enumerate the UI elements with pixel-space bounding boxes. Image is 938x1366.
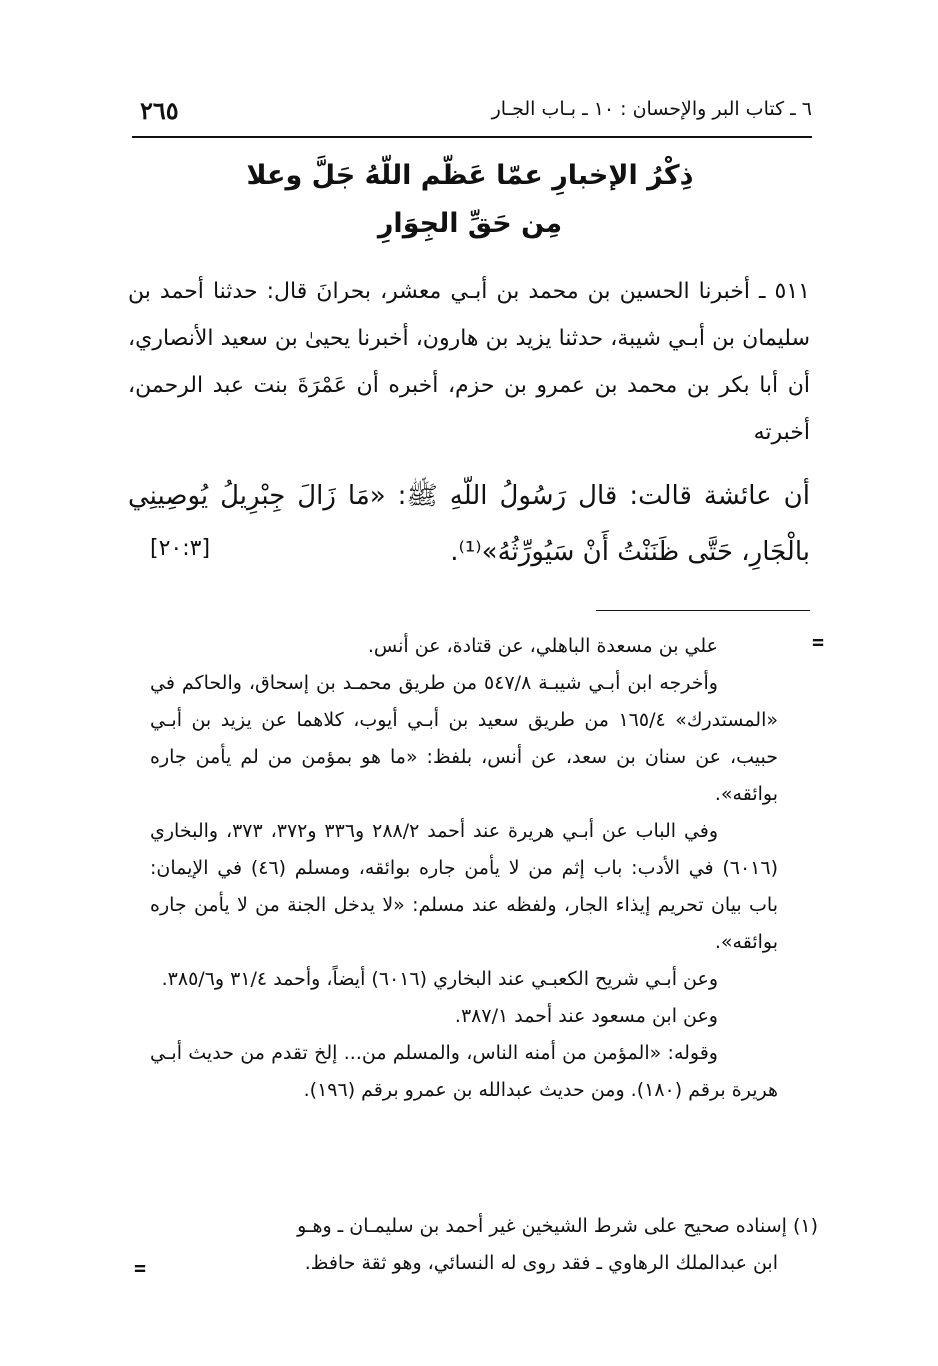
notes-block: [150, 628, 778, 1109]
continuation-mark-bottom: =: [134, 1256, 147, 1280]
note-paragraph: وعن أبـي شريح الكعبـي عند البخاري (٦٠١٦) أيضاً، وأحمد ٣١/٤ و٣٨٥/٦.: [161, 968, 718, 990]
footnote-separator: [596, 610, 810, 611]
hadith-isnad: ٥١١ ـ أخبرنا الحسين بن محمد بن أبـي معشر، بحرانَ قال: حدثنا أحمد بن سليمان بن أبـي شيبة، حدثنا يزيد بن هارون، أخبرنا يحيىٰ بن سعيد الأنصاري، أن أبا بكر بن محمد بن عمرو بن حزم، أخبره أن عَمْرَةَ بنت عبد الرحمن، أخبرته: [128, 279, 810, 445]
running-header: [132, 96, 812, 138]
footnote-line-1: (١) إسناده صحيح على شرط الشيخين غير أحمد بن سليمـان ـ وهـو: [297, 1215, 818, 1237]
running-title: ٦ ـ كتاب البر والإحسان : ١٠ ـ بـاب الجـار: [491, 98, 812, 120]
note-paragraph: وفي الباب عن أبـي هريرة عند أحمد ٢٨٨/٢ و٣٣٦ و٣٧٢، ٣٧٣، والبخاري (٦٠١٦) في الأدب: باب إثم من لا يأمن جاره بوائقه، ومسلم (٤٦) في الإيمان: باب بيان تحريم إيذاء الجار، ولفظه عند مسلم: «لا يدخل الجنة من لا يأمن جاره بوائقه».: [150, 820, 778, 953]
note-paragraph: علي بن مسعدة الباهلي، عن قتادة، عن أنس.: [367, 635, 718, 657]
note-paragraph: وعن ابن مسعود عند أحمد ٣٨٧/١.: [454, 1005, 718, 1027]
note-paragraph: وقوله: «المؤمن من أمنه الناس، والمسلم من... إلخ تقدم من حديث أبـي هريرة برقم (١٨٠). ومن حديث عبدالله بن عمرو برقم (١٩٦).: [150, 1042, 778, 1101]
section-title-line-2: مِن حَقِّ الجِوَارِ: [377, 208, 563, 239]
footnote-1: [150, 1208, 818, 1282]
page-number: ٢٦٥: [140, 96, 179, 125]
note-paragraph: وأخرجه ابن أبـي شيبـة ٥٤٧/٨ من طريق محمـد بن إسحاق، والحاكم في «المستدرك» ١٦٥/٤ من طريق سعيد بن أبـي أيوب، كلاهما عن يزيد بن أبـي حبيب، عن سنان بن سعد، عن أنس، بلفظ: «ما هو بمؤمن من لم يأمن جاره بوائقه».: [150, 672, 778, 805]
footnote-line-2: ابن عبدالملك الرهاوي ـ فقد روى له النسائي، وهو ثقة حافظ.: [304, 1252, 778, 1274]
continuation-mark-top: =: [812, 630, 825, 654]
hadith-reference: [٢٠:٣]: [150, 536, 211, 561]
section-title-line-1: ذِكْرُ الإخبارِ عمّا عَظّم اللّهُ جَلَّ وعلا: [246, 160, 694, 191]
hadith-matn: أن عائشة قالت: قال رَسُولُ اللّهِ ﷺ: «مَا زَالَ جِبْرِيلُ يُوصِينِي بالْجَارِ، حَتَّى ظَنَنْتُ أَنْ سَيُورِّثُهُ»⁽¹⁾.: [128, 481, 810, 567]
